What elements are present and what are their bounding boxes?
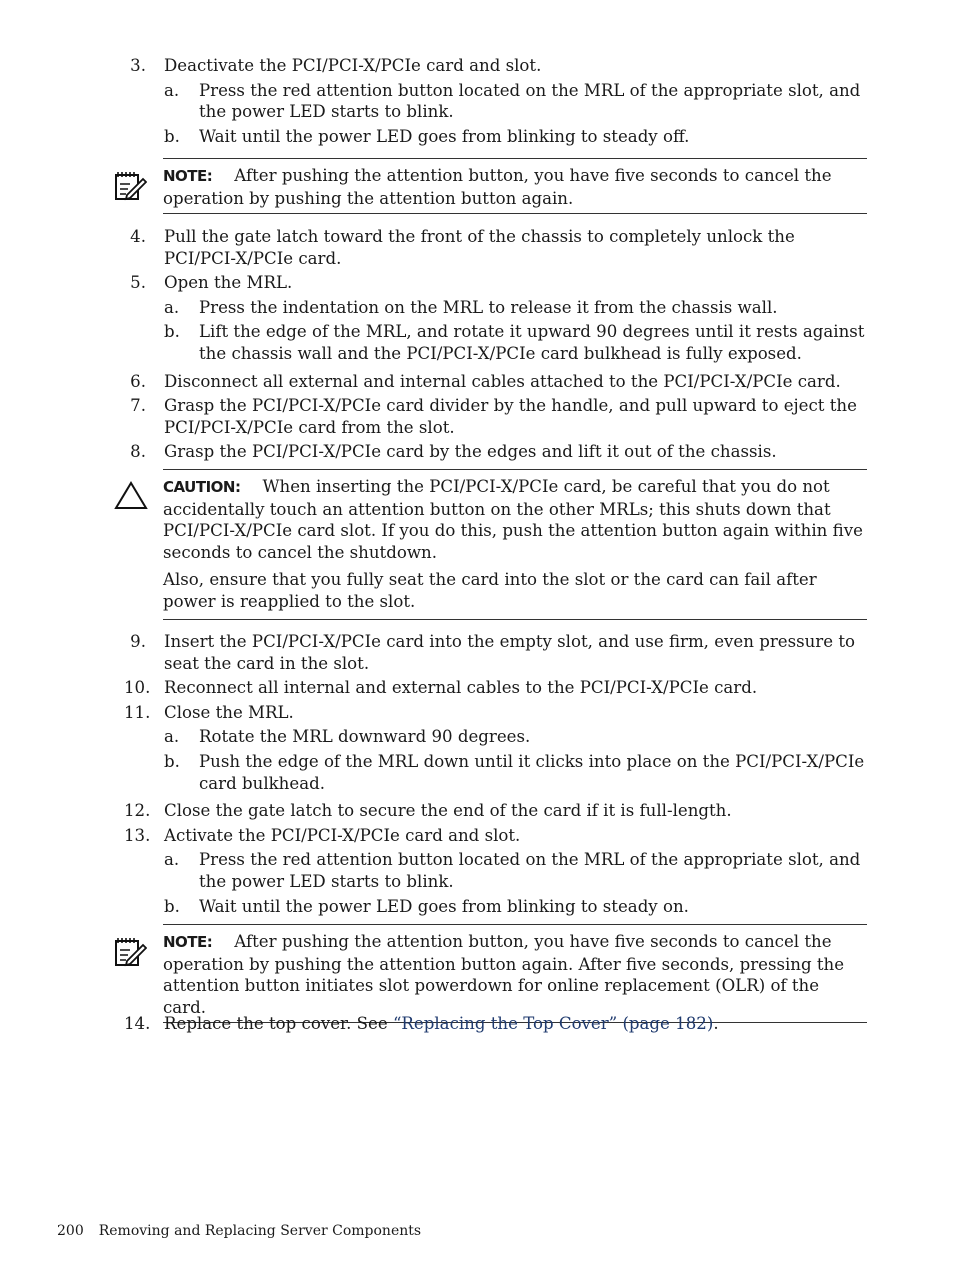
step-11 [124,702,869,724]
note-paragraph [163,931,867,1018]
substep-letter: a. [164,80,180,100]
step-13b [124,896,869,918]
step-number: 9. [130,632,146,651]
substep-text: Wait until the power LED goes from blinking to steady on. [199,896,689,916]
step-text: Disconnect all external and internal cables attached to the PCI/PCI-X/PCIe card. [164,371,841,391]
substep-text: Press the indentation on the MRL to release it from the chassis wall. [199,297,778,317]
step-7 [124,395,869,438]
steps-group-1 [124,55,869,147]
substep-text: Rotate the MRL downward 90 degrees. [199,727,531,747]
substep-letter: b. [164,751,180,771]
note-paragraph [163,165,867,209]
step-number: 4. [130,227,146,246]
substep-letter: a. [164,727,180,747]
substep-text: Press the red attention button located on the MRL of the appropriate slot, and the power LED starts to blink. [199,80,861,122]
caution-text-1: When inserting the PCI/PCI-X/PCIe card, be careful that you do not accidentally touch an attention button on the other MRLs; this shuts down that PCI/PCI-X/PCIe card slot. If you do this, push the attention button again within five seconds to cancel the shutdown. [163,477,863,562]
step-11b [124,751,869,794]
step-13 [124,825,869,847]
step-5 [124,272,869,294]
step-number: 8. [130,442,146,462]
step-number: 13. [124,825,151,845]
note-icon [113,170,147,208]
step-13a [124,849,869,892]
caution-paragraph-1 [163,476,867,563]
step-3a [124,80,869,123]
page-number: 200 [57,1223,84,1239]
step-5a [124,297,869,319]
step-5b [124,321,869,364]
step-text: Close the MRL. [164,702,294,722]
step-text: Pull the gate latch toward the front of the chassis to completely unlock the PCI/PCI-X/PCIe card. [164,227,795,268]
step-text: Reconnect all internal and external cables to the PCI/PCI-X/PCIe card. [164,678,758,698]
step-text: Deactivate the PCI/PCI-X/PCIe card and slot. [164,56,542,75]
substep-text: Press the red attention button located on the MRL of the appropriate slot, and the power LED starts to blink. [199,850,861,891]
steps-group-3 [124,631,869,917]
note-label: NOTE: [163,933,213,951]
caution-paragraph-2: Also, ensure that you fully seat the card into the slot or the card can fail after power is reapplied to the slot. [163,570,817,611]
cross-reference-link[interactable]: “Replacing the Top Cover” (page 182) [392,1014,714,1033]
caution-label: CAUTION: [163,478,241,496]
substep-letter: b. [164,322,180,342]
step-number: 10. [124,678,151,698]
caution-triangle-icon [114,480,148,516]
step-text: Close the gate latch to secure the end of the card if it is full-length. [164,801,732,821]
note-icon [113,936,147,974]
note-label: NOTE: [163,167,213,185]
step-3b [124,126,869,148]
note-text: After pushing the attention button, you have five seconds to cancel the operation by pushing the attention button again. After five seconds, pressing the attention button initiates slot powerdown for online replacement (OLR) of the card. [163,932,845,1017]
note-text: After pushing the attention button, you have five seconds to cancel the operation by pushing the attention button again. [163,166,832,208]
page-footer [57,1221,421,1243]
step-4 [124,226,869,269]
step-number: 14. [124,1014,151,1033]
step-8 [124,441,869,463]
step-9 [124,631,869,674]
step-12 [124,800,869,822]
steps-group-2 [124,226,869,463]
step-3 [124,55,869,77]
step-text: Open the MRL. [164,273,293,293]
steps-group-4 [124,1013,869,1035]
step-number: 6. [130,371,146,391]
step-text-end: . [713,1014,719,1033]
step-text: Replace the top cover. See [164,1014,393,1033]
step-6 [124,371,869,393]
step-text: Activate the PCI/PCI-X/PCIe card and slot. [164,825,521,845]
substep-letter: b. [164,126,180,146]
step-number: 5. [130,273,146,293]
step-text: Grasp the PCI/PCI-X/PCIe card by the edges and lift it out of the chassis. [164,442,777,462]
note-box-1 [163,158,867,214]
step-number: 11. [124,702,151,722]
step-number: 3. [130,56,146,75]
step-number: 12. [124,801,151,821]
footer-section-title: Removing and Replacing Server Components [98,1223,422,1239]
caution-box [163,469,867,620]
substep-letter: b. [164,896,180,916]
note-box-2 [163,924,867,1023]
substep-text: Push the edge of the MRL down until it clicks into place on the PCI/PCI-X/PCIe card bulkhead. [199,751,865,793]
step-11a [124,726,869,748]
step-text: Insert the PCI/PCI-X/PCIe card into the empty slot, and use firm, even pressure to seat the card in the slot. [164,632,855,673]
substep-letter: a. [164,297,180,317]
step-10 [124,677,869,699]
substep-text: Wait until the power LED goes from blinking to steady off. [199,126,690,146]
step-14 [124,1013,869,1035]
step-number: 7. [130,396,146,416]
step-text: Grasp the PCI/PCI-X/PCIe card divider by the handle, and pull upward to eject the PCI/PCI-X/PCIe card from the slot. [164,396,857,437]
substep-text: Lift the edge of the MRL, and rotate it upward 90 degrees until it rests against the chassis wall and the PCI/PCI-X/PCIe card bulkhead is fully exposed. [199,322,865,363]
substep-letter: a. [164,850,180,870]
